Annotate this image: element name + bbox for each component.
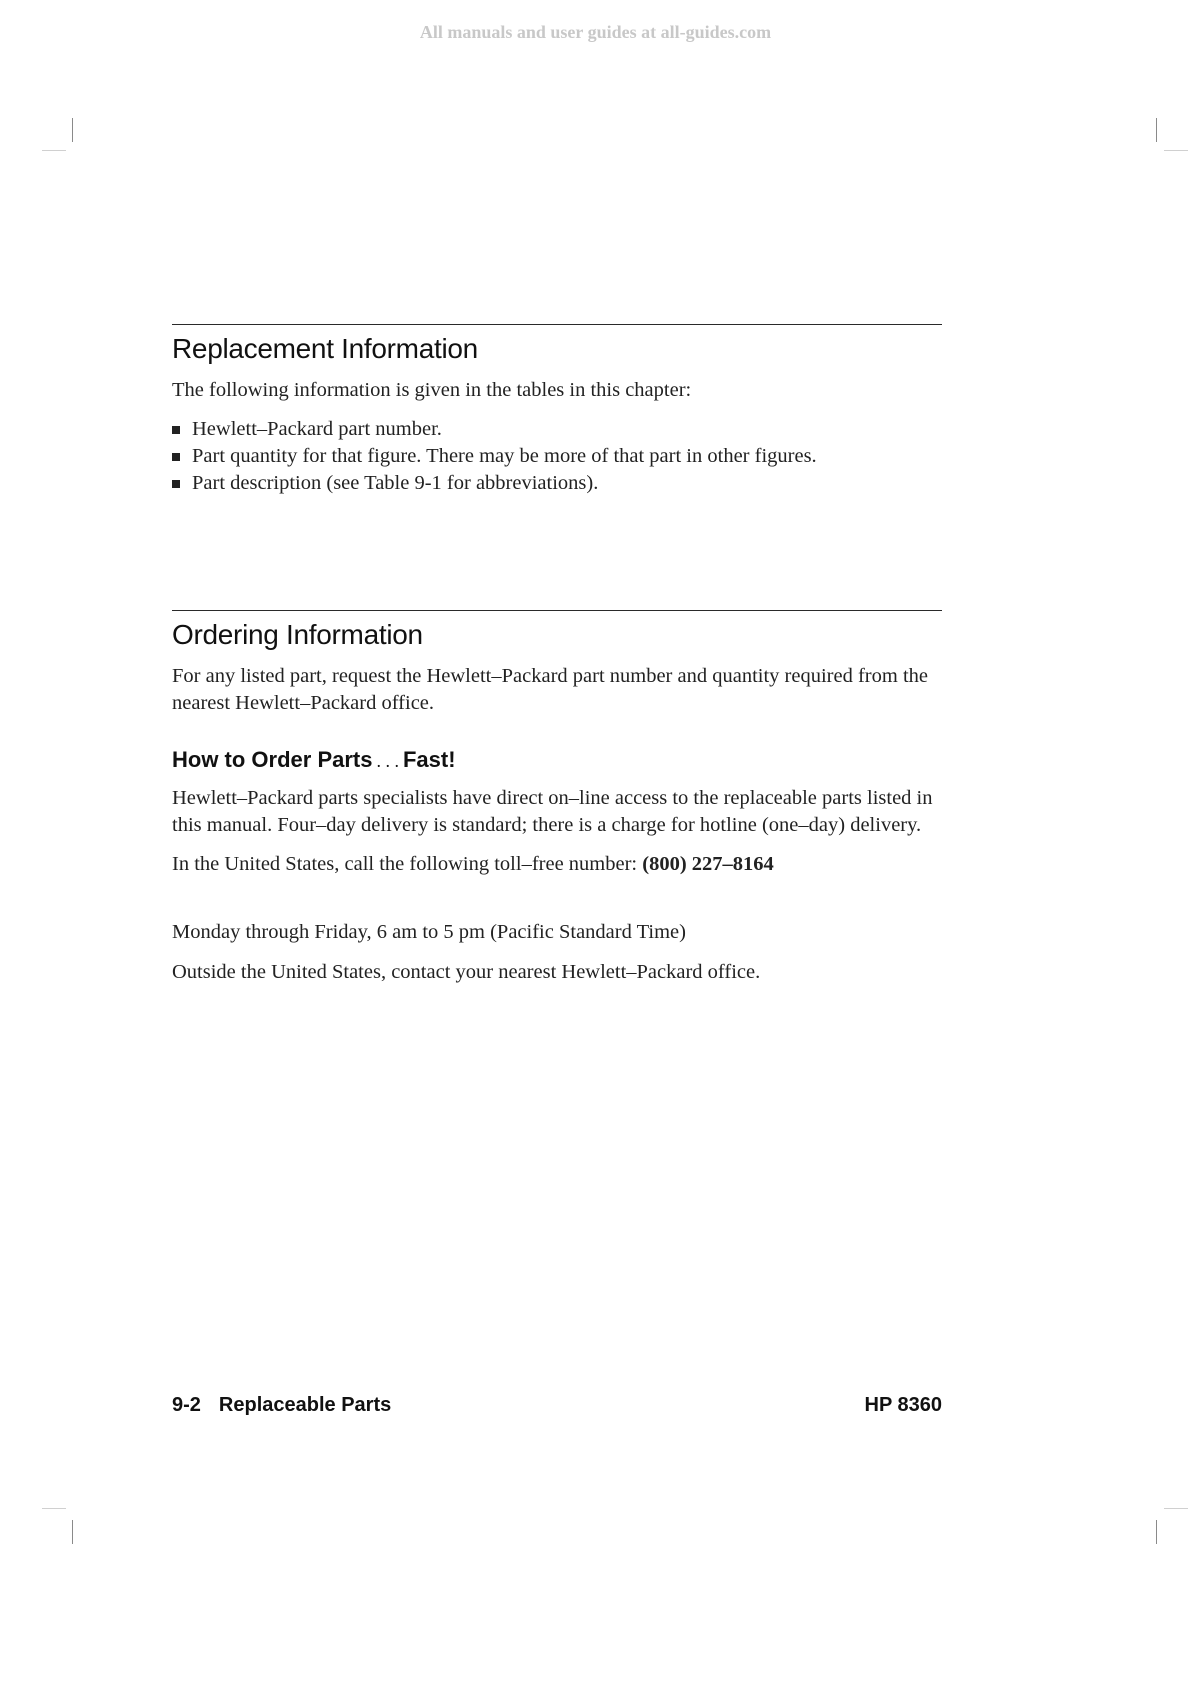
bullet-icon (172, 480, 180, 488)
bullet-icon (172, 426, 180, 434)
chapter-name: Replaceable Parts (218, 1394, 392, 1416)
how-to-order-title: How to Order Parts (172, 747, 373, 772)
list-item (172, 443, 942, 470)
list-item-text: Part quantity for that figure. There may be more of that part in other figures. (192, 445, 817, 467)
replacement-intro: The following information is given in the tables in this chapter: (172, 379, 692, 401)
crop-mark-bottom-left (72, 1520, 73, 1544)
hours-line: Monday through Friday, 6 am to 5 pm (Pacific Standard Time) (172, 921, 686, 943)
crop-mark-top-left-h (42, 150, 66, 151)
ordering-intro: For any listed part, request the Hewlett–Packard part number and quantity required from the nearest Hewlett–Packard office. (172, 665, 928, 714)
crop-mark-bottom-right (1156, 1520, 1157, 1544)
how-to-order-fast: Fast! (402, 747, 456, 772)
ordering-section (172, 610, 942, 986)
how-to-order-heading (172, 747, 942, 773)
replacement-section (172, 324, 942, 497)
us-call-line (172, 851, 942, 878)
page-number: 9-2 (172, 1394, 201, 1416)
section-rule (172, 324, 942, 325)
crop-mark-top-right-h (1164, 150, 1188, 151)
replacement-bullet-list (172, 416, 942, 497)
phone-number: (800) 227–8164 (642, 853, 774, 875)
section-rule (172, 610, 942, 611)
bullet-icon (172, 453, 180, 461)
crop-mark-top-left (72, 118, 73, 142)
outside-us-line: Outside the United States, contact your nearest Hewlett–Packard office. (172, 961, 761, 983)
list-item (172, 416, 942, 443)
section-title-ordering: Ordering Information (172, 619, 423, 650)
footer-left (172, 1394, 391, 1417)
list-item (172, 470, 942, 497)
how-to-order-dots: . . . (376, 751, 399, 771)
crop-mark-bottom-right-h (1164, 1508, 1188, 1509)
how-to-order-para: Hewlett–Packard parts specialists have direct on–line access to the replaceable parts listed in this manual. Four–day delivery is standard; there is a charge for hotline (one–day) delivery. (172, 787, 933, 836)
crop-mark-top-right (1156, 118, 1157, 142)
model-name: HP 8360 (864, 1394, 942, 1416)
crop-mark-bottom-left-h (42, 1508, 66, 1509)
us-call-text: In the United States, call the following toll–free number: (172, 853, 638, 875)
list-item-text: Part description (see Table 9-1 for abbreviations). (192, 472, 599, 494)
watermark: All manuals and user guides at all-guides.com (419, 22, 772, 42)
list-item-text: Hewlett–Packard part number. (192, 418, 442, 440)
section-title-replacement: Replacement Information (172, 333, 478, 364)
